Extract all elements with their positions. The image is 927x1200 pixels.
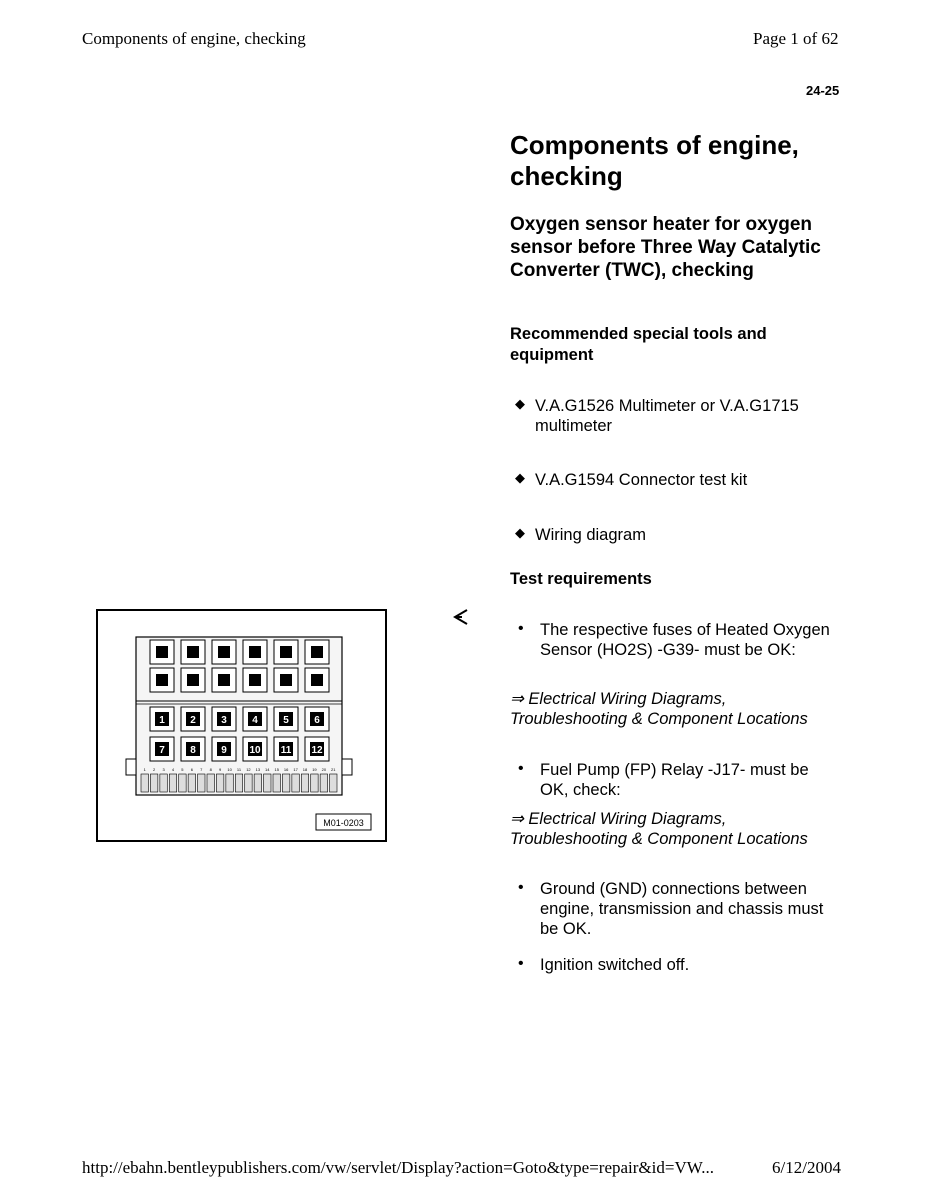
fuse-socket <box>243 737 267 761</box>
relay-socket <box>181 640 205 664</box>
terminal-number: 14 <box>265 767 270 772</box>
fuse-number: 7 <box>159 745 165 756</box>
fuse-number: 11 <box>280 745 292 756</box>
bullet-icon: • <box>518 760 524 777</box>
terminal-number: 10 <box>227 767 232 772</box>
test-requirements-heading: Test requirements <box>510 570 652 588</box>
fuse-number: 8 <box>190 745 196 756</box>
diamond-bullet-icon: ◆ <box>515 396 525 411</box>
fuse-number: 3 <box>221 715 227 726</box>
header-title: Components of engine, checking <box>82 29 306 48</box>
relay-socket <box>274 640 298 664</box>
terminal-number: 1 <box>143 767 146 772</box>
fuse-number: 1 <box>159 715 165 726</box>
terminal-number: 18 <box>302 767 308 772</box>
page-number: Page 1 of 62 <box>753 29 839 48</box>
fuse-socket <box>181 737 205 761</box>
figure-label: M01-0203 <box>323 818 364 828</box>
footer-date: 6/12/2004 <box>772 1158 841 1177</box>
terminal-number: 12 <box>246 767 251 772</box>
fuse-number: 4 <box>252 715 258 726</box>
relay-socket <box>212 640 236 664</box>
relay-socket <box>305 640 329 664</box>
bullet-icon: • <box>518 955 524 972</box>
fuse-number: 2 <box>190 715 196 726</box>
relay-socket <box>243 640 267 664</box>
relay-socket <box>181 668 205 692</box>
section-number: 24-25 <box>806 83 840 98</box>
requirement-text: Ignition switched off. <box>540 956 690 974</box>
terminal-number: 8 <box>209 767 212 772</box>
requirement-text: Fuel Pump (FP) Relay -J17- must be OK, check: <box>540 761 809 799</box>
fuse-socket <box>274 737 298 761</box>
fuse-socket <box>212 737 236 761</box>
footer-url: http://ebahn.bentleypublishers.com/vw/servlet/Display?action=Goto&type=repair&id=VW... <box>82 1158 714 1177</box>
terminal-number: 19 <box>312 767 317 772</box>
wiring-diagram-reference: ⇒ Electrical Wiring Diagrams, Troubleshooting & Component Locations <box>510 690 808 728</box>
relay-socket <box>305 668 329 692</box>
page-subtitle: Oxygen sensor heater for oxygen sensor before Three Way Catalytic Converter (TWC), checking <box>510 214 821 281</box>
requirement-text: Ground (GND) connections between engine, transmission and chassis must be OK. <box>540 880 824 938</box>
relay-socket <box>150 640 174 664</box>
relay-socket <box>274 668 298 692</box>
fuse-socket <box>150 707 174 731</box>
terminal-number: 9 <box>219 767 222 772</box>
fuse-socket <box>243 707 267 731</box>
fuse-number: 6 <box>314 715 320 726</box>
terminal-number: 13 <box>255 767 261 772</box>
tools-heading: Recommended special tools and equipment <box>510 325 767 364</box>
relay-socket <box>243 668 267 692</box>
terminal-number: 3 <box>162 767 165 772</box>
fuse-relay-panel-diagram <box>96 609 388 843</box>
terminal-number: 6 <box>190 767 193 772</box>
bullet-icon: • <box>518 620 524 637</box>
terminal-number: 20 <box>321 767 327 772</box>
fuse-number: 5 <box>283 715 289 726</box>
diamond-bullet-icon: ◆ <box>515 470 525 485</box>
tool-text: V.A.G1526 Multimeter or V.A.G1715 multimeter <box>535 397 799 435</box>
terminal-number: 17 <box>293 767 298 772</box>
tool-text: V.A.G1594 Connector test kit <box>535 471 748 489</box>
fuse-socket <box>181 707 205 731</box>
page-title: Components of engine, checking <box>510 130 799 191</box>
fuse-socket <box>305 707 329 731</box>
fuse-socket <box>305 737 329 761</box>
pointer-arrow-icon <box>453 608 469 632</box>
wiring-diagram-reference: ⇒ Electrical Wiring Diagrams, Troubleshooting & Component Locations <box>510 810 808 848</box>
terminal-number: 16 <box>283 767 289 772</box>
requirement-text: The respective fuses of Heated Oxygen Sensor (HO2S) -G39- must be OK: <box>540 621 830 659</box>
terminal-number: 15 <box>274 767 279 772</box>
fuse-socket <box>150 737 174 761</box>
relay-socket <box>212 668 236 692</box>
fuse-number: 10 <box>249 745 261 756</box>
bullet-icon: • <box>518 879 524 896</box>
terminal-number: 21 <box>331 767 336 772</box>
terminal-number: 11 <box>236 767 242 772</box>
terminal-number: 2 <box>153 767 156 772</box>
fuse-socket <box>212 707 236 731</box>
terminal-number: 4 <box>171 767 175 772</box>
relay-socket <box>150 668 174 692</box>
fuse-socket <box>274 707 298 731</box>
diamond-bullet-icon: ◆ <box>515 525 525 540</box>
terminal-number: 5 <box>181 767 184 772</box>
fuse-number: 9 <box>221 745 227 756</box>
terminal-number: 7 <box>200 767 203 772</box>
tool-text: Wiring diagram <box>535 526 646 544</box>
fuse-number: 12 <box>311 745 323 756</box>
